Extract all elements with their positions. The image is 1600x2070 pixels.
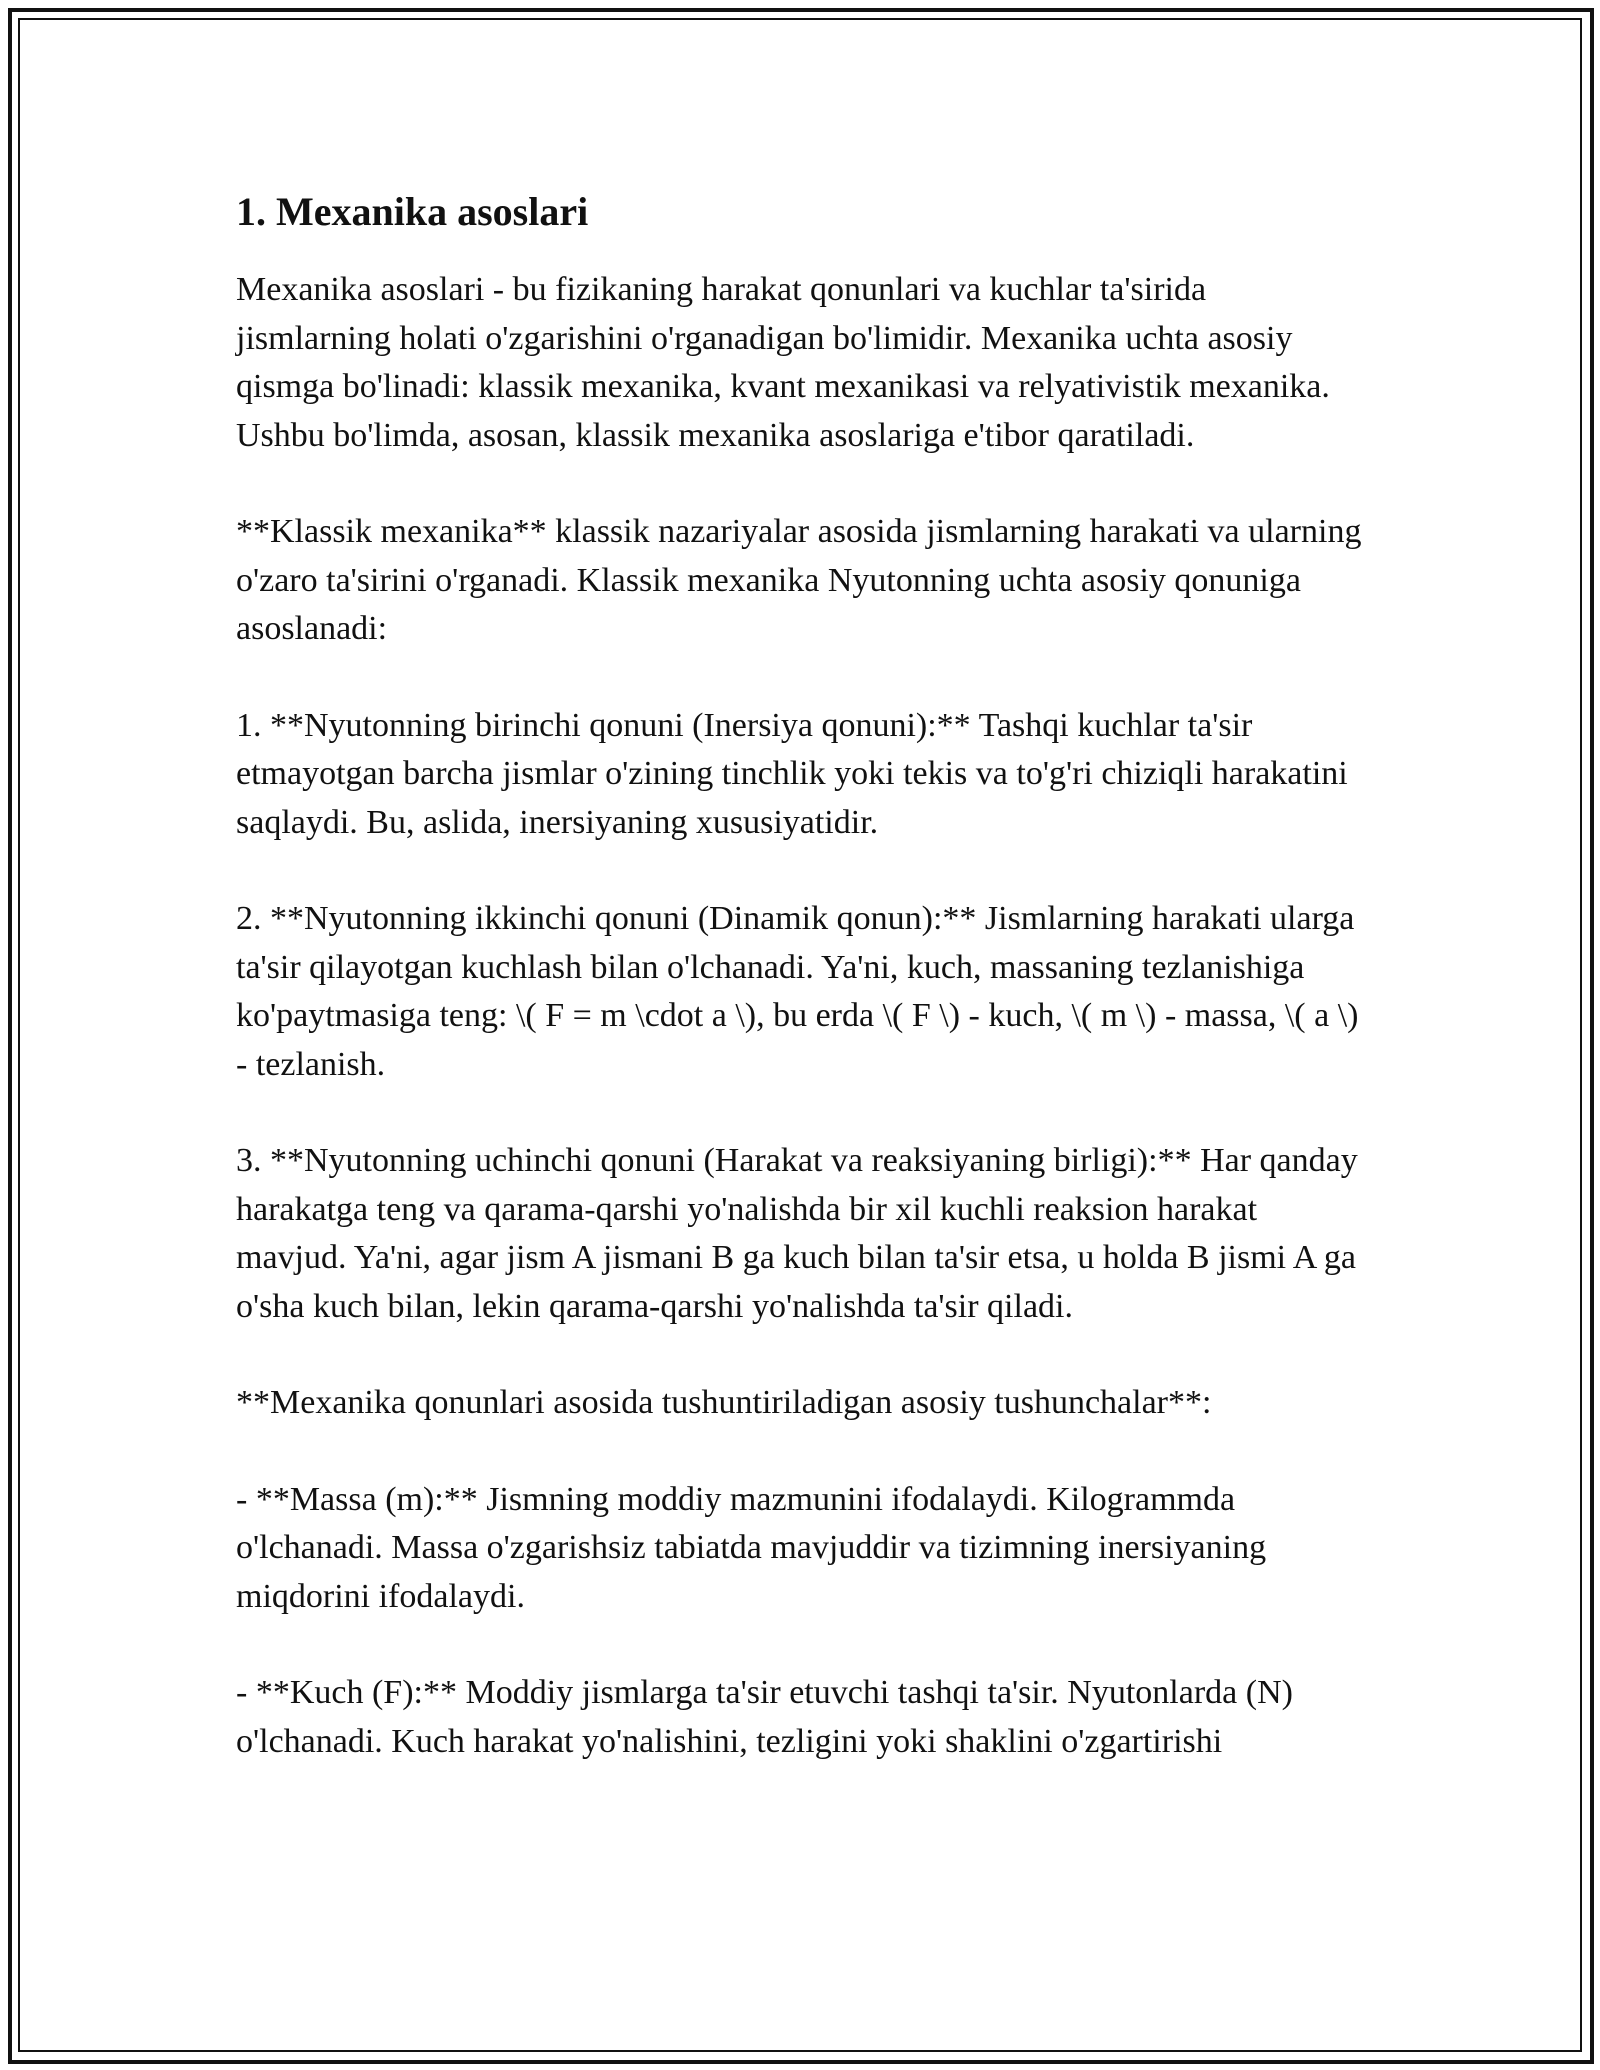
paragraph-classical-mechanics: **Klassik mexanika** klassik nazariyalar asosida jismlarning harakati va ularning o'zaro ta'sirini o'rganadi. Klassik mexanika Nyutonning uchta asosiy qonuniga asoslanadi: [236, 513, 1362, 647]
paragraph-mass: - **Massa (m):** Jismning moddiy mazmunini ifodalaydi. Kilogrammda o'lchanadi. Massa o'zgarishsiz tabiatda mavjuddir va tizimning inersiyaning miqdorini ifodalaydi. [236, 1480, 1267, 1615]
paragraph-newton-third-law: 3. **Nyutonning uchinchi qonuni (Harakat va reaksiyaning birligi):** Har qanday harakatga teng va qarama-qarshi yo'nalishda bir xil kuchli reaksion harakat mavjud. Ya'ni, agar jism A jismani B ga kuch bilan ta'sir etsa, u holda B jismi A ga o'sha kuch bilan, lekin qarama-qarshi yo'nalishda ta'sir qiladi. [236, 1142, 1358, 1325]
paragraph-newton-first-law: 1. **Nyutonning birinchi qonuni (Inersiya qonuni):** Tashqi kuchlar ta'sir etmayotgan barcha jismlar o'zining tinchlik yoki tekis va to'g'ri chiziqli harakatini saqlaydi. Bu, aslida, inersiyaning xususiyatidir. [236, 706, 1348, 841]
section-heading: 1. Mexanika asoslari [236, 189, 589, 234]
paragraph-force: - **Kuch (F):** Moddiy jismlarga ta'sir etuvchi tashqi ta'sir. Nyutonlarda (N) o'lchanadi. Kuch harakat yo'nalishini, tezligini yoki shaklini o'zgartirishi [236, 1674, 1293, 1760]
paragraph-intro: Mexanika asoslari - bu fizikaning harakat qonunlari va kuchlar ta'sirida jismlarning holati o'zgarishini o'rganadigan bo'limidir. Mexanika uchta asosiy qismga bo'linadi: klassik mexanika, kvant mexanikasi va relyativistik mexanika. Ushbu bo'limda, asosan, klassik mexanika asoslariga e'tibor qaratiladi. [236, 271, 1330, 454]
paragraph-concepts-heading: **Mexanika qonunlari asosida tushuntiriladigan asosiy tushunchalar**: [236, 1384, 1212, 1421]
paragraph-newton-second-law: 2. **Nyutonning ikkinchi qonuni (Dinamik qonun):** Jismlarning harakati ularga ta'sir qilayotgan kuchlash bilan o'lchanadi. Ya'ni, kuch, massaning tezlanishiga ko'paytmasiga teng: \( F = m \cdot a \), bu erda \( F \) - kuch, \( m \) - massa, \( a \) - tezlanish. [236, 900, 1359, 1083]
document-body [236, 186, 1366, 1814]
